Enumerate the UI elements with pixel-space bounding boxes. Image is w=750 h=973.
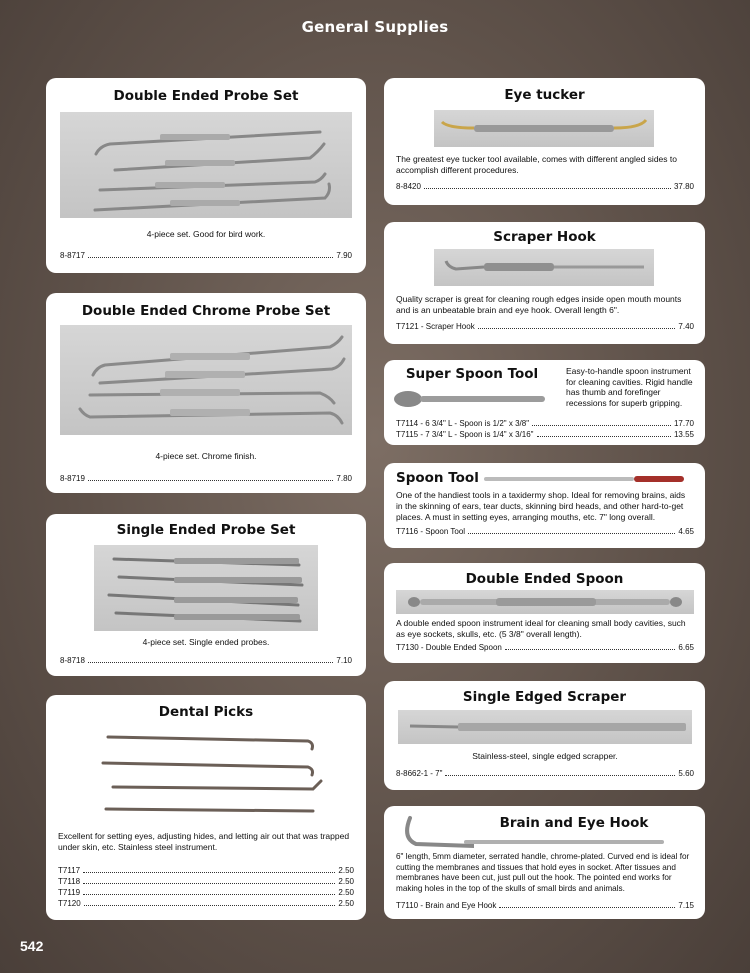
- item-price: 4.65: [678, 527, 694, 536]
- product-title: Dental Picks: [158, 704, 254, 720]
- product-photo: [94, 545, 318, 631]
- price-row: [396, 429, 694, 440]
- item-code: 8-8662-1 - 7": [396, 769, 443, 778]
- brain-eye-hook-handle: [464, 837, 694, 847]
- price-row: [396, 526, 694, 537]
- item-code: 8-8717: [60, 251, 85, 260]
- item-price: 7.15: [678, 901, 694, 910]
- single-probe-tools-image: [94, 545, 318, 631]
- item-code: T7114 - 6 3/4" L - Spoon is 1/2" x 3/8": [396, 419, 530, 428]
- page-number: 542: [20, 938, 44, 954]
- card-super-spoon-tool: [384, 360, 705, 445]
- item-code: T7120: [58, 899, 81, 908]
- single-edged-scraper-image: [398, 710, 692, 744]
- product-photo: [60, 112, 352, 218]
- product-photo: [60, 325, 352, 435]
- product-description: 6" length, 5mm diameter, serrated handle, chrome-plated. Curved end is ideal for cutting the membranes and tissues that hold eyes in socket. After tissues and membranes have been cut, just pull out the hook. The pointed end works for making holes in the top of the skulls of small birds and animals.: [396, 852, 690, 893]
- product-title: Double Ended Spoon: [465, 571, 624, 587]
- product-title: Scraper Hook: [493, 229, 596, 245]
- card-dental-picks: [46, 695, 366, 920]
- product-description: 4-piece set. Good for bird work.: [146, 229, 266, 239]
- item-price: 2.50: [338, 899, 354, 908]
- item-code: 8-8420: [396, 182, 421, 191]
- page-header: General Supplies: [301, 18, 449, 36]
- product-description: Stainless-steel, single edged scrapper.: [472, 751, 618, 761]
- chrome-probe-tools-image: [60, 325, 352, 435]
- card-single-ended-probe-set: [46, 514, 366, 676]
- item-code: T7116 - Spoon Tool: [396, 527, 466, 536]
- product-description: Excellent for setting eyes, adjusting hides, and letting air out that was trapped under skin, etc. Stainless steel instrument.: [58, 831, 350, 852]
- item-code: T7118: [58, 877, 81, 886]
- price-row: [58, 887, 354, 898]
- product-title: Single Ended Probe Set: [116, 522, 296, 538]
- item-code: T7130 - Double Ended Spoon: [396, 643, 502, 652]
- eye-tucker-image: [434, 110, 654, 147]
- product-description: Easy-to-handle spoon instrument for cleaning cavities. Rigid handle has thumb and forefinger recessions for superb gripping.: [566, 366, 693, 408]
- item-code: 8-8719: [60, 474, 85, 483]
- price-row: [58, 865, 354, 876]
- super-spoon-image: [390, 388, 550, 410]
- spoon-tool-image: [484, 473, 704, 485]
- price-row: [60, 655, 352, 666]
- price-row: [396, 181, 694, 192]
- item-code: T7115 - 7 3/4" L - Spoon is 1/4" x 3/16": [396, 430, 534, 439]
- card-brain-and-eye-hook: [384, 806, 705, 919]
- product-title: Eye tucker: [504, 87, 585, 103]
- dental-picks-image: [68, 725, 344, 820]
- card-double-ended-spoon: [384, 563, 705, 663]
- product-photo: [68, 725, 344, 820]
- item-price: 37.80: [673, 182, 694, 191]
- item-code: T7121 - Scraper Hook: [396, 322, 475, 331]
- product-photo: [434, 110, 654, 147]
- product-description: A double ended spoon instrument ideal for cleaning small body cavities, such as eye sockets, skulls, etc. (5 3/8" overall length).: [396, 618, 686, 639]
- item-price: 7.90: [336, 251, 352, 260]
- item-code: T7119: [58, 888, 81, 897]
- item-price: 7.10: [336, 656, 352, 665]
- price-row: [396, 768, 694, 779]
- card-double-ended-probe-set: [46, 78, 366, 273]
- price-row: [396, 900, 694, 911]
- double-spoon-image: [396, 590, 694, 614]
- product-description: 4-piece set. Chrome finish.: [155, 451, 257, 461]
- card-single-edged-scraper: [384, 681, 705, 790]
- item-price: 2.50: [338, 877, 354, 886]
- product-title: Spoon Tool: [396, 470, 479, 486]
- product-title: Double Ended Probe Set: [113, 88, 299, 104]
- probe-tools-image: [60, 112, 352, 218]
- card-eye-tucker: [384, 78, 705, 205]
- price-row: [396, 321, 694, 332]
- item-price: 2.50: [338, 866, 354, 875]
- price-row: [58, 898, 354, 909]
- product-description: Quality scraper is great for cleaning rough edges inside open mouth mounts and is an unbeatable brain and eye hook. Overall length 6".: [396, 294, 682, 315]
- item-price: 17.70: [673, 419, 694, 428]
- price-row: [58, 876, 354, 887]
- card-spoon-tool: [384, 463, 705, 548]
- product-title: Single Edged Scraper: [462, 689, 627, 705]
- product-photo: [396, 590, 694, 614]
- item-price: 5.60: [678, 769, 694, 778]
- item-code: T7117: [58, 866, 81, 875]
- product-description: 4-piece set. Single ended probes.: [142, 637, 270, 647]
- product-description: The greatest eye tucker tool available, comes with different angled sides to accomplish different procedures.: [396, 154, 677, 175]
- item-price: 7.40: [678, 322, 694, 331]
- item-price: 13.55: [673, 430, 694, 439]
- product-title: Double Ended Chrome Probe Set: [81, 303, 331, 319]
- price-row: [60, 473, 352, 484]
- item-code: T7110 - Brain and Eye Hook: [396, 901, 497, 910]
- price-row: [396, 418, 694, 429]
- product-title: Brain and Eye Hook: [499, 815, 649, 831]
- price-row: [60, 250, 352, 261]
- product-description: One of the handiest tools in a taxidermy shop. Ideal for removing brains, aids in the skinning of ears, tear ducts, skinning bird heads, and other hard-to-get places. A must in setting eyes, arranging mouths, etc. 7" long overall.: [396, 490, 686, 522]
- product-photo: [398, 710, 692, 744]
- product-title: Super Spoon Tool: [405, 366, 539, 382]
- card-double-ended-chrome-probe-set: [46, 293, 366, 493]
- item-price: 2.50: [338, 888, 354, 897]
- scraper-hook-image: [434, 249, 654, 286]
- item-price: 7.80: [336, 474, 352, 483]
- card-scraper-hook: [384, 222, 705, 344]
- price-row: [396, 642, 694, 653]
- item-code: 8-8718: [60, 656, 85, 665]
- item-price: 6.65: [678, 643, 694, 652]
- product-photo: [434, 249, 654, 286]
